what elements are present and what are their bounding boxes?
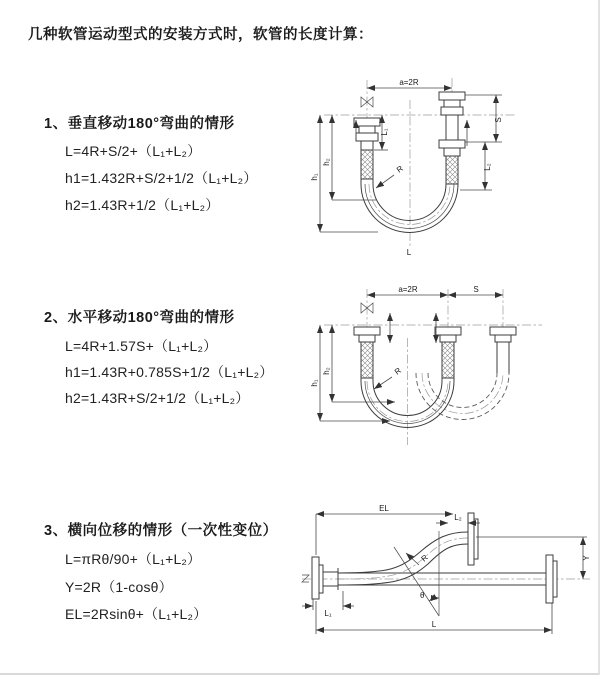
page-title: 几种软管运动型式的安装方式时，软管的长度计算：: [28, 27, 373, 43]
hose-and-fittings: [354, 92, 465, 233]
dimension-lines: [320, 88, 502, 232]
dimension-lines: [302, 514, 587, 634]
dimension-lines: [320, 295, 503, 421]
dim-label-y: Y: [582, 555, 591, 561]
dim-label-h2: h₂: [322, 367, 331, 375]
dim-label-l2: L₂: [454, 513, 462, 522]
section-1-formula-l: L=4R+S/2+（L₁+L₂）: [65, 143, 202, 159]
dim-label-s: S: [494, 117, 503, 123]
section-2-formula-l: L=4R+1.57S+（L₁+L₂）: [65, 338, 218, 354]
diagram-lateral-displacement: [298, 503, 596, 643]
bend-radius-label: R: [419, 552, 430, 564]
dim-label-el: EL: [379, 504, 389, 513]
section-2-formula-h2: h2=1.43R+S/2+1/2（L₁+L₂）: [65, 390, 250, 406]
dim-label-s: S: [473, 285, 479, 294]
dim-label-l2: L₂: [483, 163, 492, 171]
dim-label-h2: h₂: [322, 158, 331, 166]
centerlines: [324, 78, 515, 246]
hose-and-fittings: [302, 513, 557, 603]
dim-label-l1: L₁: [380, 128, 389, 136]
dimension-labels: [310, 78, 503, 257]
hose-and-fittings: [354, 327, 516, 427]
dim-label-span: a=2R: [398, 285, 418, 294]
section-3-formula-l: L=πRθ/90+（L₁+L₂）: [65, 551, 202, 567]
section-1-formula-h2: h2=1.43R+1/2（L₁+L₂）: [65, 197, 220, 213]
dim-label-h1: h₁: [310, 379, 319, 387]
section-1-heading: 1、垂直移动180°弯曲的情形: [44, 116, 235, 132]
section-3-formula-el: EL=2Rsinθ+（L₁+L₂）: [65, 606, 208, 622]
section-1-formula-h1: h1=1.432R+S/2+1/2（L₁+L₂）: [65, 170, 258, 186]
dim-label-l1: L₁: [324, 609, 332, 618]
dim-label-h1: h₁: [310, 173, 319, 181]
bend-radius-label: R: [392, 365, 403, 377]
diagram-vertical-180-bend: [310, 72, 582, 260]
section-3-heading: 3、横向位移的情形（一次性变位）: [44, 523, 278, 539]
length-label: L: [406, 248, 412, 257]
pipe-break-mark: [302, 575, 309, 582]
bend-radius-label: R: [394, 163, 405, 175]
diagram-horizontal-180-bend: [310, 283, 592, 455]
section-2-formula-h1: h1=1.43R+0.785S+1/2（L₁+L₂）: [65, 364, 274, 380]
section-3-formula-y: Y=2R（1-cosθ）: [65, 579, 173, 595]
section-2-heading: 2、水平移动180°弯曲的情形: [44, 310, 235, 326]
length-label: L: [431, 620, 437, 629]
angle-label: θ: [420, 591, 425, 600]
dim-label-span: a=2R: [399, 78, 419, 87]
